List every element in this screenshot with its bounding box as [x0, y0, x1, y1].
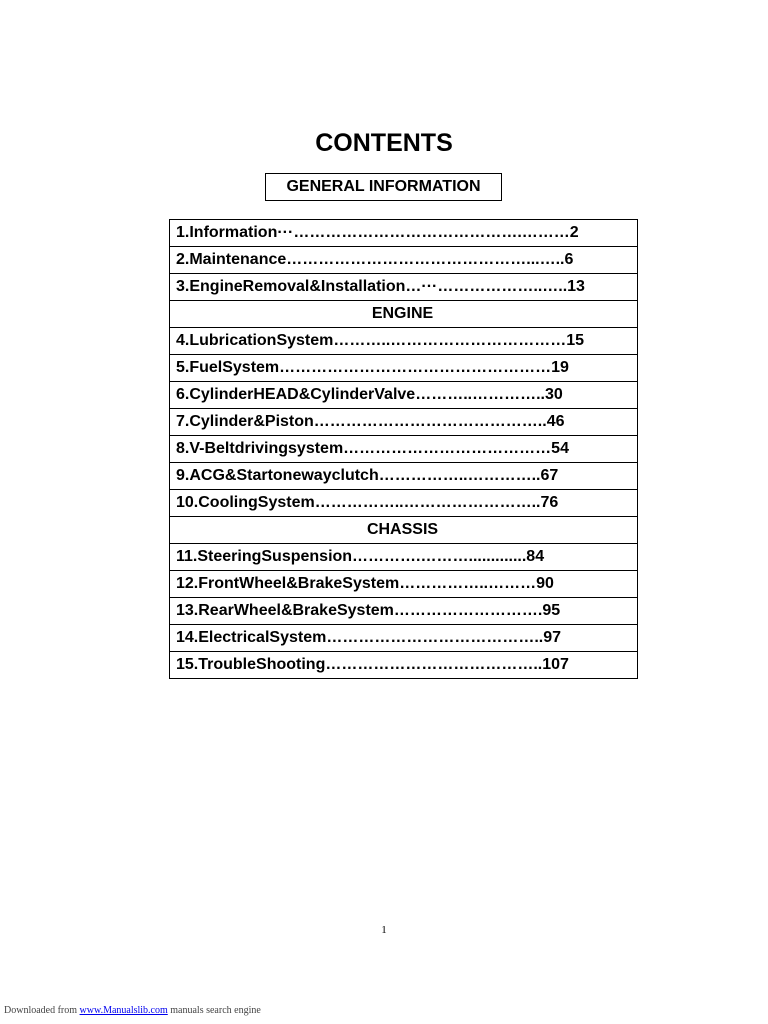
toc-entry-cooling-system[interactable]: 10.CoolingSystem……………..……………………..76 [170, 490, 637, 517]
footer-suffix: manuals search engine [170, 1005, 261, 1016]
footer-prefix: Downloaded from [4, 1005, 78, 1016]
toc-entry-fuel-system[interactable]: 5.FuelSystem……………………………………………19 [170, 355, 637, 382]
toc-section-engine: ENGINE [170, 301, 637, 328]
toc-entry-front-wheel-brake[interactable]: 12.FrontWheel&BrakeSystem……………..………90 [170, 571, 637, 598]
download-footer [4, 1005, 261, 1016]
toc-entry-trouble-shooting[interactable]: 15.TroubleShooting…………………………………..107 [170, 652, 637, 679]
toc-section-chassis: CHASSIS [170, 517, 637, 544]
toc-entry-steering-suspension[interactable]: 11.SteeringSuspension………….……….............84 [170, 544, 637, 571]
page-number: 1 [381, 924, 387, 936]
section-heading-general-information: GENERAL INFORMATION [265, 173, 502, 201]
contents-table [169, 219, 638, 679]
toc-entry-cylinder-piston[interactable]: 7.Cylinder&Piston……………………………………..46 [170, 409, 637, 436]
toc-entry-acg-starter-clutch[interactable]: 9.ACG&Startonewayclutch……………..…………..67 [170, 463, 637, 490]
toc-entry-electrical-system[interactable]: 14.ElectricalSystem…………………………………..97 [170, 625, 637, 652]
toc-entry-maintenance[interactable]: 2.Maintenance………………………………………...…..6 [170, 247, 637, 274]
toc-entry-v-belt-driving-system[interactable]: 8.V-Beltdrivingsystem…………………………………54 [170, 436, 637, 463]
toc-entry-information[interactable]: 1.Information···…………………………………….………2 [170, 220, 637, 247]
toc-entry-lubrication-system[interactable]: 4.LubricationSystem………..……………………………15 [170, 328, 637, 355]
toc-entry-rear-wheel-brake[interactable]: 13.RearWheel&BrakeSystem……………………….95 [170, 598, 637, 625]
manualslib-link[interactable]: www.Manualslib.com [79, 1005, 168, 1016]
toc-entry-engine-removal[interactable]: 3.EngineRemoval&Installation…···………………..…..13 [170, 274, 637, 301]
page-title: CONTENTS [315, 129, 453, 157]
toc-entry-cylinder-head-valve[interactable]: 6.CylinderHEAD&CylinderValve………..…………..30 [170, 382, 637, 409]
